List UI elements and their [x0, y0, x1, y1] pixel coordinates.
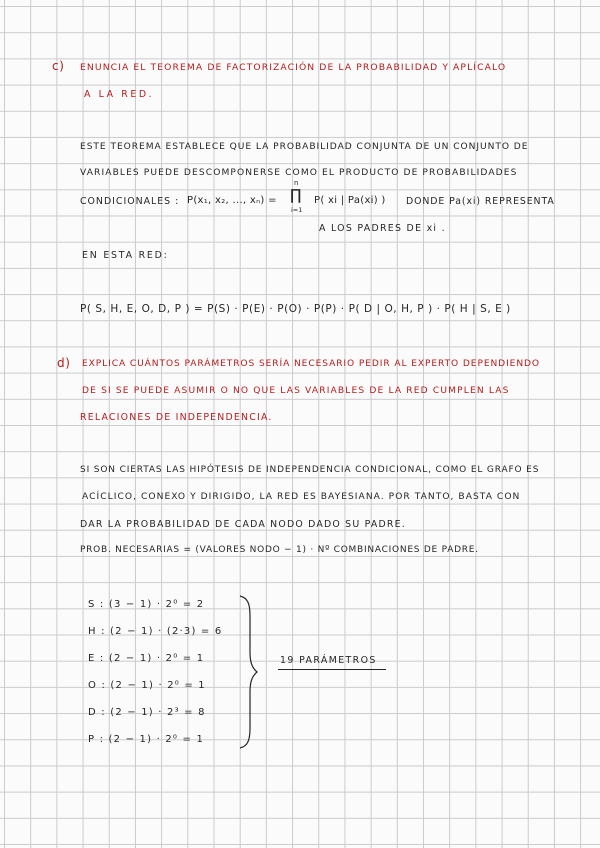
calc-row-o: O : (2 − 1) · 2⁰ = 1 — [88, 680, 206, 691]
product-lower-limit: i=1 — [291, 206, 303, 214]
section-c-answer-line2: VARIABLES PUEDE DESCOMPONERSE COMO EL PRODUCTO DE PROBABILIDADES — [80, 168, 518, 178]
calc-row-e: E : (2 − 1) · 2⁰ = 1 — [88, 653, 205, 664]
section-c-answer-line1: ESTE TEOREMA ESTABLECE QUE LA PROBABILIDAD CONJUNTA DE UN CONJUNTO DE — [80, 142, 529, 152]
section-d-answer-line2: ACÍCLICO, CONEXO Y DIRIGIDO, LA RED ES BAYESIANA. POR TANTO, BASTA CON — [82, 492, 521, 502]
section-c-question-line1: ENUNCIA EL TEOREMA DE FACTORIZACIÓN DE LA PROBABILIDAD Y APLÍCALO — [80, 62, 507, 73]
parameters-formula: PROB. NECESARIAS = (VALORES NODO − 1) · Nº COMBINACIONES DE PADRE. — [80, 545, 479, 555]
section-d-question-line2: DE SI SE PUEDE ASUMIR O NO QUE LAS VARIABLES DE LA RED CUMPLEN LAS — [82, 386, 510, 396]
product-upper-limit: n — [294, 179, 300, 187]
total-parameters: 19 PARÁMETROS — [280, 655, 377, 666]
section-d-marker: d) — [57, 356, 71, 370]
right-curly-brace — [236, 594, 260, 750]
section-d-question-line1: EXPLICA CUÁNTOS PARÁMETROS SERÍA NECESARIO PEDIR AL EXPERTO DEPENDIENDO — [82, 359, 540, 369]
section-d-answer-line3: DAR LA PROBABILIDAD DE CADA NODO DADO SU PADRE. — [80, 519, 406, 530]
calc-row-p: P : (2 − 1) · 2⁰ = 1 — [88, 734, 205, 745]
network-factorization: P( S, H, E, O, D, P ) = P(S) · P(E) · P(O) · P(P) · P( D | O, H, P ) · P( H | S, E ) — [80, 303, 511, 315]
calc-row-h: H : (2 − 1) · (2·3) = 6 — [88, 626, 223, 637]
section-c-answer-line5: EN ESTA RED: — [82, 250, 169, 261]
section-c-answer-line4: A LOS PADRES DE xi . — [319, 223, 446, 234]
calc-row-d: D : (2 − 1) · 2³ = 8 — [88, 707, 206, 718]
total-underline — [278, 669, 386, 670]
section-d-answer-line1: SI SON CIERTAS LAS HIPÓTESIS DE INDEPENDENCIA CONDICIONAL, COMO EL GRAFO ES — [80, 465, 540, 475]
section-d-question-line3: RELACIONES DE INDEPENDENCIA. — [80, 412, 273, 423]
factorization-formula-lhs: P(x₁, x₂, ..., xₙ) = — [187, 195, 277, 206]
product-symbol: ∏ — [290, 186, 302, 204]
section-c-question-line2: A LA RED. — [84, 89, 155, 100]
factorization-formula-rhs: P( xi | Pa(xi) ) — [314, 195, 386, 206]
section-c-answer-line3-start: CONDICIONALES : — [80, 196, 180, 207]
section-c-answer-line3-end: DONDE Pa(xi) REPRESENTA — [406, 196, 555, 207]
section-c-marker: c) — [52, 59, 65, 73]
calc-row-s: S : (3 − 1) · 2⁰ = 2 — [88, 599, 205, 610]
